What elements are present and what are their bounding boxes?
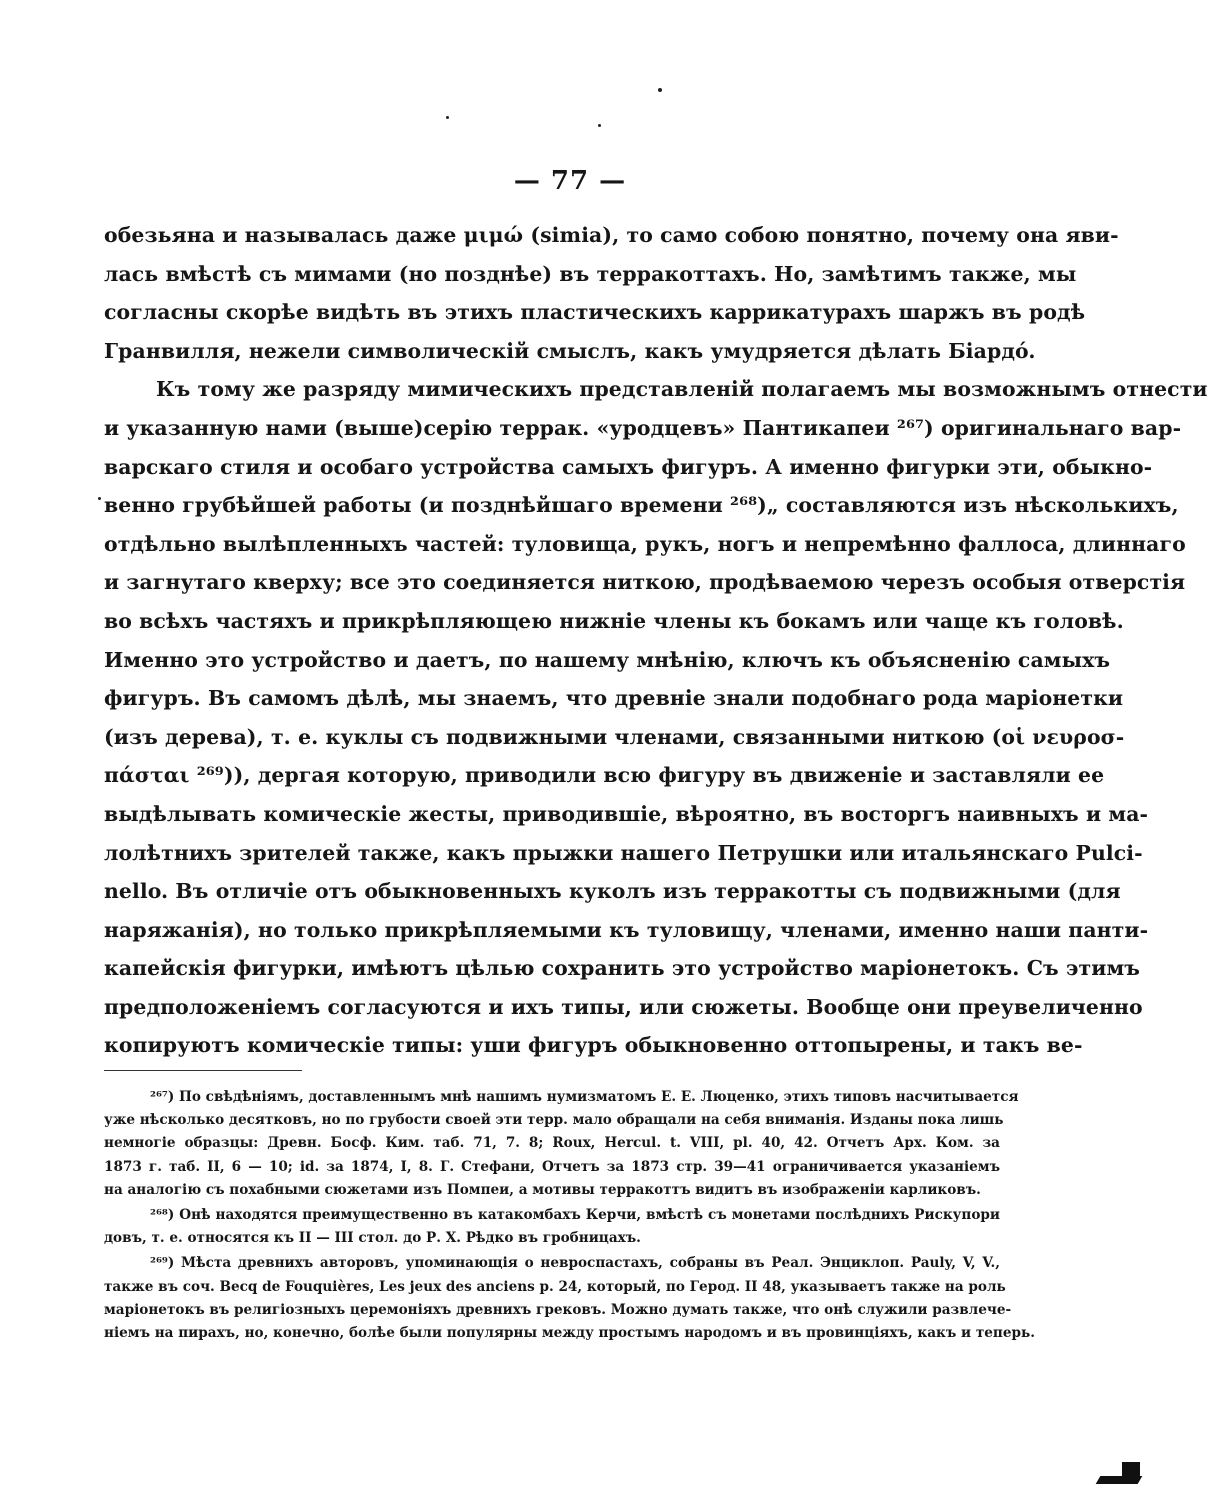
text-line: πάσται ²⁶⁹)), дергая которую, приводили всю фигуру въ движеніе и заставляли ее <box>104 763 1105 788</box>
text-line: предположеніемъ согласуются и ихъ типы, или сюжеты. Вообще они преувеличенно <box>104 994 1143 1019</box>
text-line: лолѣтнихъ зрителей также, какъ прыжки нашего Петрушки или итальянскаго Pulci- <box>104 840 1143 865</box>
footnote-line: ²⁶⁹) Мѣста древнихъ авторовъ, упоминающія о невроспастахъ, собраны въ Реал. Энциклоп. Pauly, V, V., <box>150 1255 1000 1272</box>
text-line: nello. Въ отличіе отъ обыкновенныхъ куколъ изъ терракотты съ подвижными (для <box>104 879 1121 904</box>
text-line: согласны скорѣе видѣть въ этихъ пластическихъ каррикатурахъ шаржъ въ родѣ <box>104 300 1086 325</box>
text-line: и загнутаго кверху; все это соединяется ниткою, продѣваемою черезъ особыя отверстія <box>104 570 1186 595</box>
text-line: наряжанія), но только прикрѣпляемыми къ туловищу, членами, именно наши панти- <box>104 917 1149 942</box>
footnote-line: 1873 г. таб. II, 6 — 10; id. за 1874, I, 8. Г. Стефани, Отчетъ за 1873 стр. 39—41 ограничивается указаніемъ <box>104 1158 1000 1175</box>
footnote-line: маріонетокъ въ религіозныхъ церемоніяхъ древнихъ грековъ. Можно думать также, что онѣ служили развлече- <box>104 1301 1012 1318</box>
footnote-line: довъ, т. е. относятся къ II — III стол. до Р. Х. Рѣдко въ гробницахъ. <box>104 1230 641 1247</box>
text-line: лась вмѣстѣ съ мимами (но позднѣе) въ терракоттахъ. Но, замѣтимъ также, мы <box>104 261 1077 286</box>
text-line: Именно это устройство и даетъ, по нашему мнѣнію, ключъ къ объясненію самыхъ <box>104 647 1111 672</box>
page-number: — 77 — <box>513 166 627 196</box>
text-line: Къ тому же разряду мимическихъ представленій полагаемъ мы возможнымъ отнести <box>156 377 1208 402</box>
text-line: Гранвилля, нежели символическій смыслъ, какъ умудряется дѣлать Біардó. <box>104 338 1036 363</box>
text-line: (изъ дерева), т. е. куклы съ подвижными членами, связанными ниткою (οἱ νευροσ- <box>104 724 1125 749</box>
text-line: и указанную нами (выше)серію террак. «уродцевъ» Пантикапеи ²⁶⁷) оригинальнаго вар- <box>104 415 1182 440</box>
footnote-line: немногіе образцы: Древн. Босф. Ким. таб. 71, 7. 8; Roux, Hercul. t. VIII, pl. 40, 42. Отчетъ Арх. Ком. за <box>104 1135 1000 1152</box>
text-line: во всѣхъ частяхъ и прикрѣпляющею нижніе члены къ бокамъ или чаще къ головѣ. <box>104 608 1124 633</box>
footnote-line: также въ соч. Becq de Fouquières, Les jeux des anciens p. 24, который, по Герод. II 48, указываетъ также на роль <box>104 1278 1006 1295</box>
footnote-268 <box>104 1204 1000 1250</box>
scan-speck <box>658 88 662 92</box>
text-line: варскаго стиля и особаго устройства самыхъ фигуръ. А именно фигурки эти, обыкно- <box>104 454 1153 479</box>
footnote-line: ніемъ на пирахъ, но, конечно, болѣе были популярны между простымъ народомъ и въ провинціяхъ, какъ и теперь. <box>104 1325 1035 1342</box>
text-line: фигуръ. Въ самомъ дѣлѣ, мы знаемъ, что древніе знали подобнаго рода маріонетки <box>104 686 1124 711</box>
text-line: копируютъ комическіе типы: уши фигуръ обыкновенно оттопырены, и такъ ве- <box>104 1033 1083 1058</box>
text-line: отдѣльно вылѣпленныхъ частей: туловища, рукъ, ногъ и непремѣнно фаллоса, длиннаго <box>104 531 1186 556</box>
footnote-line: ²⁶⁷) По свѣдѣніямъ, доставленнымъ мнѣ нашимъ нумизматомъ Е. Е. Люценко, этихъ типовъ насчитывается <box>150 1089 1019 1105</box>
footnote-267 <box>104 1086 1019 1202</box>
text-line: выдѣлывать комическіе жесты, приводившіе, вѣроятно, въ восторгъ наивныхъ и ма- <box>104 801 1149 826</box>
scan-edge-mark <box>1122 1462 1140 1476</box>
scan-edge-mark <box>1096 1476 1143 1484</box>
footnotes <box>104 1086 1035 1347</box>
footnote-divider <box>104 1070 302 1071</box>
text-line: капейскія фигурки, имѣютъ цѣлью сохранить это устройство маріонетокъ. Съ этимъ <box>104 956 1140 981</box>
scan-speck <box>598 124 601 127</box>
footnote-line: на аналогію съ похабными сюжетами изъ Помпеи, а мотивы терракоттъ видитъ въ изображеніи карликовъ. <box>104 1181 981 1198</box>
footnote-269 <box>104 1252 1035 1345</box>
text-line: венно грубѣйшей работы (и позднѣйшаго времени ²⁶⁸)„ составляются изъ нѣсколькихъ, <box>104 493 1179 518</box>
scan-speck <box>446 116 449 119</box>
main-text <box>104 216 1208 1065</box>
scan-speck <box>98 497 101 500</box>
text-line: обезьяна и называлась даже μιμώ (simia), то само собою понятно, почему она яви- <box>104 223 1119 247</box>
footnote-line: уже нѣсколько десятковъ, но по грубости своей эти терр. мало обращали на себя вниманія. Изданы пока лишь <box>104 1112 1004 1129</box>
footnote-line: ²⁶⁸) Онѣ находятся преимущественно въ катакомбахъ Керчи, вмѣстѣ съ монетами послѣднихъ Рискупори <box>150 1207 1000 1224</box>
